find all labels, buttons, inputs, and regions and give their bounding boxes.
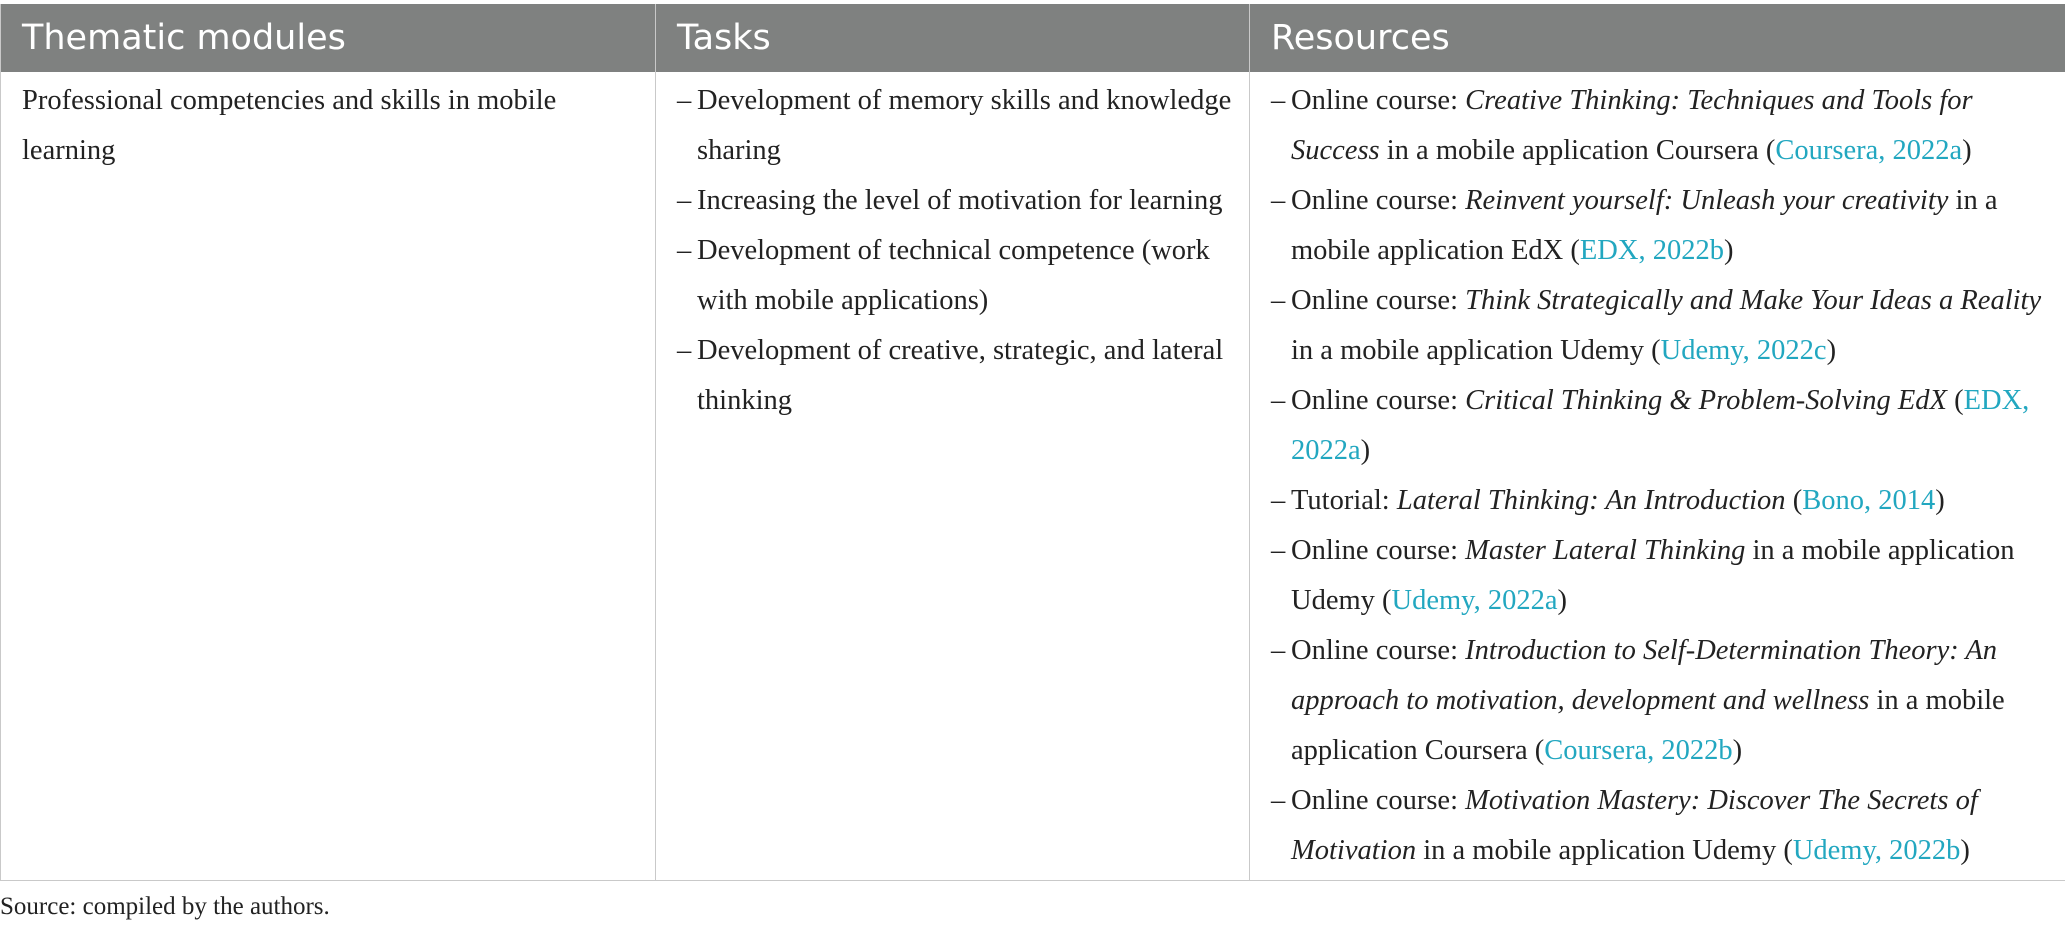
task-item: – Development of technical competence (work with mobile applications) [677,226,1241,326]
resource-title: Master Lateral Thinking [1465,535,1746,566]
table-header-row [1,4,2065,72]
resource-item [1271,376,2057,476]
resource-prefix: Online course: [1291,285,1466,316]
resource-mid: in a mobile application Coursera ( [1291,685,2005,766]
resource-title: Introduction to Self-Determination Theory: An approach to motivation, development and wellness [1291,635,1998,716]
tasks-list [677,76,1241,426]
header-thematic-modules: Thematic modules [1,4,656,72]
resource-mid: in a mobile application Coursera ( [1379,135,1776,166]
resource-mid: in a mobile application EdX ( [1291,185,1998,266]
resource-prefix: Online course: [1291,635,1466,666]
resource-suffix: ) [1826,335,1837,366]
resource-suffix: ) [1935,485,1945,516]
resource-title: Reinvent yourself: Unleash your creativity [1465,185,1949,216]
module-cell [1,72,656,881]
citation-link[interactable]: EDX, 2022b [1579,235,1724,266]
resource-suffix: ) [1960,835,1970,866]
resource-prefix: Online course: [1291,535,1466,566]
source-note: Source: compiled by the authors. [0,893,330,920]
resource-item [1271,776,2057,876]
resource-prefix: Online course: [1291,385,1466,416]
task-item: – Development of memory skills and knowledge sharing [677,76,1241,176]
task-item: – Development of creative, strategic, and lateral thinking [677,326,1241,426]
module-text: Professional competencies and skills in mobile learning [22,85,557,166]
citation-link[interactable]: Udemy, 2022c [1660,335,1827,366]
resource-title: Critical Thinking & Problem-Solving EdX [1465,385,1947,416]
resource-mid: ( [1946,385,1964,416]
resource-item [1271,76,2057,176]
resource-prefix: Tutorial: [1291,485,1397,516]
header-resources: Resources [1250,4,2065,72]
resources-table [0,4,2065,881]
citation-link[interactable]: Coursera, 2022b [1544,735,1733,766]
resource-title: Lateral Thinking: An Introduction [1396,485,1786,516]
resource-suffix: ) [1962,135,1972,166]
table-row [1,72,2065,881]
tasks-cell [656,72,1250,881]
citation-link[interactable]: Bono, 2014 [1802,485,1936,516]
resource-mid: in a mobile application Udemy ( [1416,835,1793,866]
resource-suffix: ) [1732,735,1743,766]
resource-mid: in a mobile application Udemy ( [1291,535,2015,616]
resource-item [1271,276,2057,376]
citation-link[interactable]: Coursera, 2022a [1775,135,1963,166]
citation-link[interactable]: Udemy, 2022a [1391,585,1558,616]
resource-title: Think Strategically and Make Your Ideas a Reality [1465,285,2042,316]
resources-table-container [0,4,2065,881]
resource-item [1271,526,2057,626]
citation-link[interactable]: EDX, 2022a [1291,385,2030,466]
resource-suffix: ) [1723,235,1734,266]
resource-title: Motivation Mastery: Discover The Secrets of Motivation [1291,785,1978,866]
resource-item [1271,476,2057,526]
task-item: – Increasing the level of motivation for learning [677,176,1241,226]
resource-prefix: Online course: [1291,185,1466,216]
resource-suffix: ) [1360,435,1371,466]
resource-mid: ( [1785,485,1803,516]
resources-list [1271,76,2057,876]
resource-prefix: Online course: [1291,85,1466,116]
resource-item [1271,176,2057,276]
header-tasks: Tasks [656,4,1250,72]
resource-mid: in a mobile application Udemy ( [1291,335,1661,366]
resource-suffix: ) [1557,585,1567,616]
resource-title: Creative Thinking: Techniques and Tools for Success [1291,85,1973,166]
resource-item [1271,626,2057,776]
citation-link[interactable]: Udemy, 2022b [1792,835,1961,866]
resource-prefix: Online course: [1291,785,1466,816]
resources-cell [1250,72,2065,881]
